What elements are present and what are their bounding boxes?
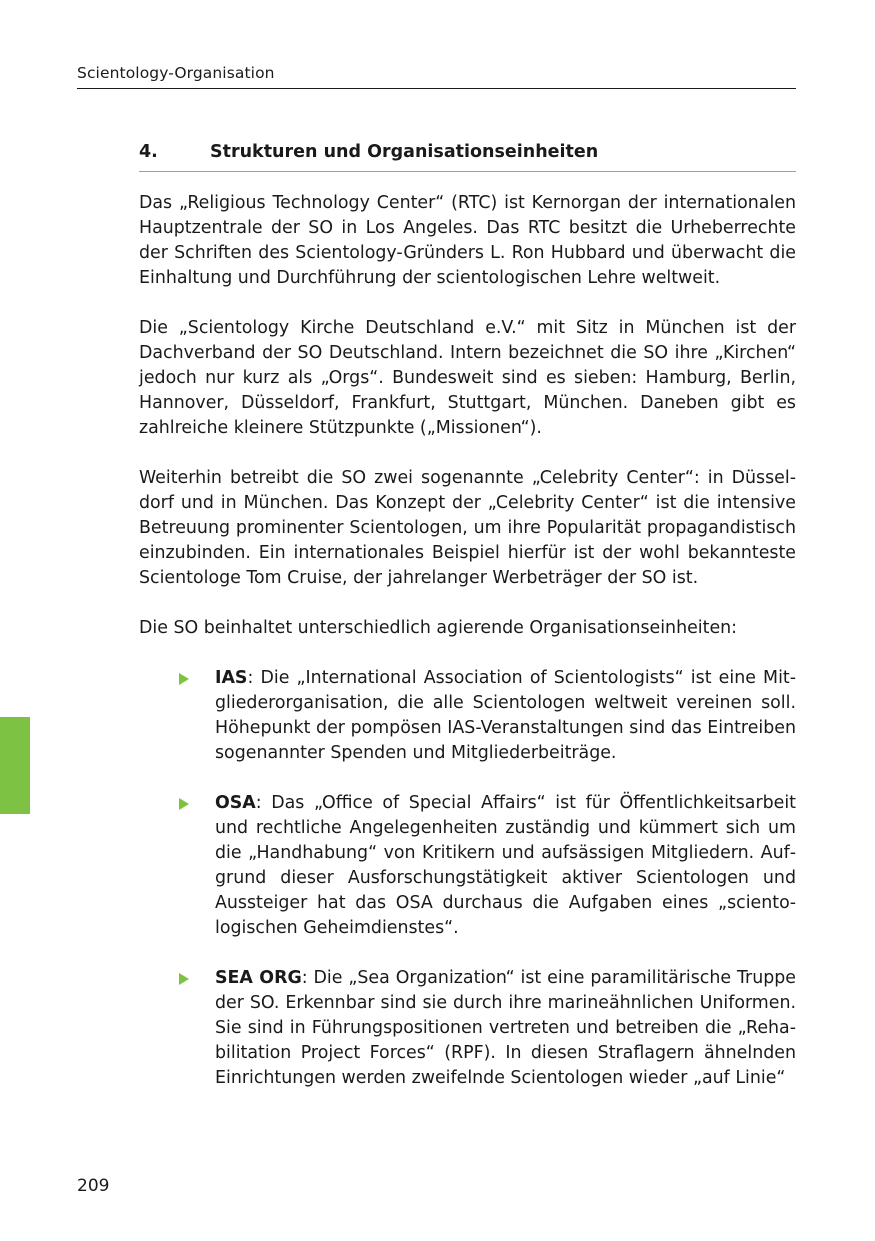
paragraph-celebrity-center: Weiterhin betreibt die SO zwei sogenannte „Celebrity Center“: in Düsseldorf und in München. Das Konzept der „Celebrity Center“ ist die intensive Betreuung prominenter Scientologen, um ihre Popularität propagandistisch einzubinden. Ein internationales Beispiel hierfür ist der wohl bekannteste Scientologe Tom Cruise, der jahrelanger Werbeträger der SO ist. [139,468,796,588]
triangle-bullet-icon [179,973,189,985]
bullet-description: : Das „Office of Special Affairs“ ist für Öffentlichkeitsarbeit und rechtliche Angelegenheiten zuständig und kümmert sich um die „Handhabung“ von Kritikern und aufsässigen Mitgliedern. Aufgrund dieser Ausforschungstätigkeit aktiver Scientologen und Aussteiger hat das OSA durchaus die Aufgaben eines „scientologischen Geheimdienstes“. [215,793,796,938]
section-number: 4. [139,142,158,162]
bullet-description: : Die „International Association of Scientologists“ ist eine Mitgliederorganisation, die alle Scientologen weltweit vereinen soll. Höhepunkt der pompösen IAS-Veranstaltungen sind das Eintreiben sogenannter Spenden und Mitgliederbeiträge. [215,668,796,763]
paragraph-rtc: Das „Religious Technology Center“ (RTC) ist Kernorgan der internationalen Hauptzentrale der SO in Los Angeles. Das RTC besitzt die Urheberrechte der Schriften des Scientology-Gründers L. Ron Hubbard und überwacht die Einhaltung und Durchführung der scientologischen Lehre weltweit. [139,193,796,288]
chapter-side-tab [0,717,30,814]
section-heading [139,142,796,172]
triangle-bullet-icon [179,798,189,810]
page-number: 209 [77,1176,110,1196]
paragraph-intro-units: Die SO beinhaltet unterschiedlich agierende Organisationseinheiten: [139,618,738,638]
heading-rule [139,171,796,172]
triangle-bullet-icon [179,673,189,685]
running-header: Scientology-Organisation [77,64,275,82]
bullet-text [215,791,796,941]
paragraph-kirche-deutschland: Die „Scientology Kirche Deutschland e.V.“ mit Sitz in München ist der Dachverband der SO Deutschland. Intern bezeichnet die SO ihre „Kirchen“ jedoch nur kurz als „Orgs“. Bundesweit sind es sieben: Hamburg, Berlin, Hannover, Düsseldorf, Frankfurt, Stuttgart, München. Daneben gibt es zahlreiche kleinere Stützpunkte („Missionen“). [139,318,796,438]
header-rule [77,88,796,89]
bullet-text [215,966,796,1091]
bullet-text [215,666,796,766]
bullet-term: SEA ORG [215,968,302,988]
bullet-term: IAS [215,668,248,688]
bullet-term: OSA [215,793,256,813]
section-title: Strukturen und Organisationseinheiten [210,142,599,162]
bullet-description: : Die „Sea Organization“ ist eine paramilitärische Truppe der SO. Erkennbar sind sie durch ihre marineähnlichen Uniformen. Sie sind in Führungspositionen vertreten und betreiben die „Rehabilitation Project Forces“ (RPF). In diesen Straflagern ähnelnden Einrichtungen werden zweifelnde Scientologen wieder „auf Linie“ [215,968,796,1088]
